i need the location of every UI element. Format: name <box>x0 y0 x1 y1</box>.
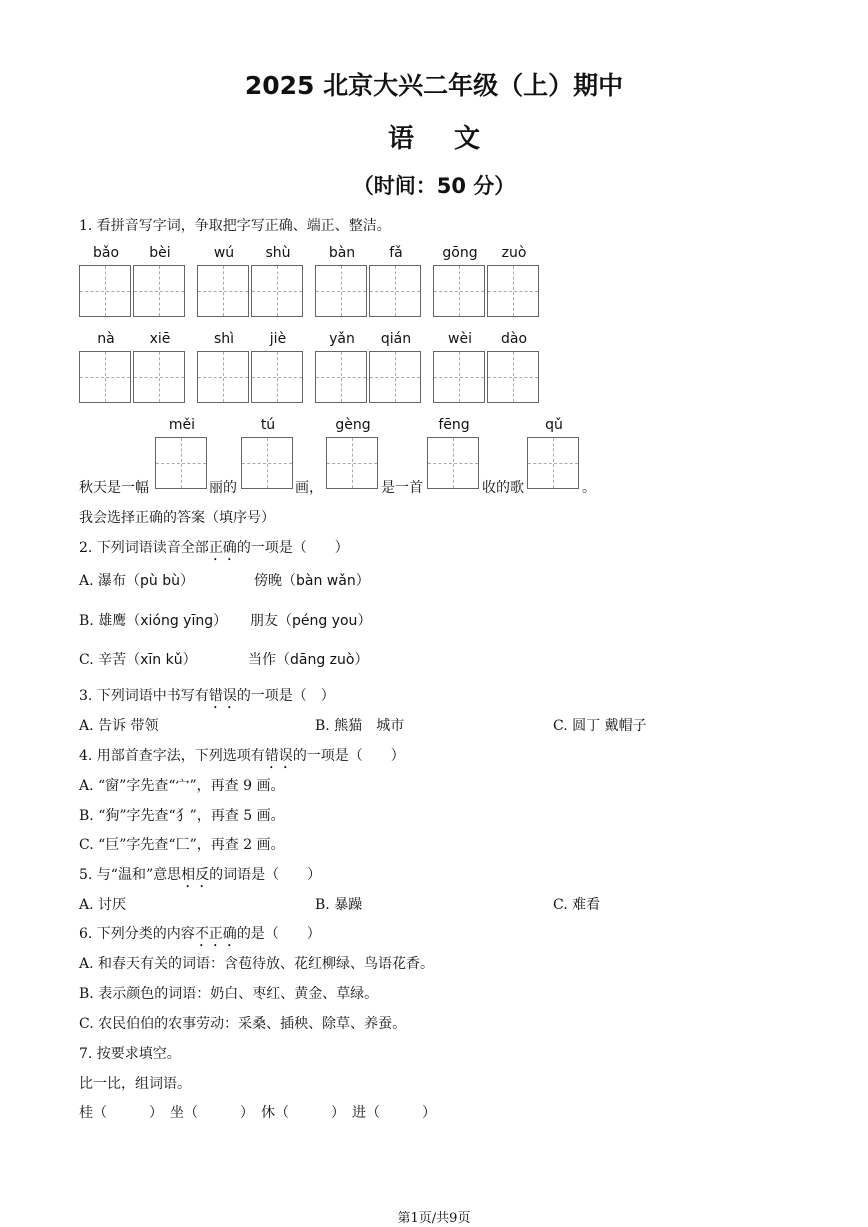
q2-b-py2: péng you <box>292 613 358 629</box>
q2-b-word2: 朋友（ <box>250 613 292 629</box>
writing-box[interactable] <box>251 351 303 403</box>
q2-c-end2: ） <box>354 652 369 668</box>
q2-c-py2: dāng zuò <box>290 652 355 668</box>
q7-blanks[interactable]: 桂（ ） 坐（ ） 休（ ） 进（ ） <box>79 1105 436 1121</box>
q6-pre: 6. 下列分类的内容 <box>79 926 195 942</box>
q2-option-b-second <box>250 610 371 630</box>
q5-option-b[interactable]: B. 暴躁 <box>315 897 363 913</box>
q4-prompt <box>79 745 405 772</box>
q2-post: 的一项是（ ） <box>236 540 349 556</box>
page-title: 2025 北京大兴二年级（上）期中 <box>244 71 624 100</box>
q7-prompt: 7. 按要求填空。 <box>79 1046 181 1062</box>
q2-option-a[interactable] <box>79 570 194 590</box>
q6-option-c[interactable]: C. 农民伯伯的农事劳动：采桑、插秧、除草、养蚕。 <box>79 1016 407 1032</box>
q5-emphasis: 相反 <box>181 867 210 883</box>
pinyin-label: nà <box>97 331 115 347</box>
writing-box[interactable] <box>197 351 249 403</box>
q6-option-b[interactable]: B. 表示颜色的词语：奶白、枣红、黄金、草绿。 <box>79 986 379 1002</box>
q4-emphasis: 错误 <box>264 748 293 764</box>
section-note: 我会选择正确的答案（填序号） <box>79 510 275 526</box>
q7-subprompt: 比一比，组词语。 <box>79 1076 191 1092</box>
pinyin-label: wú <box>213 245 235 261</box>
writing-box[interactable] <box>197 265 249 317</box>
pinyin-label: gèng <box>335 417 371 433</box>
pinyin-label: měi <box>168 417 196 433</box>
writing-box[interactable] <box>369 265 421 317</box>
writing-box[interactable] <box>79 351 131 403</box>
q4-pre: 4. 用部首查字法，下列选项有 <box>79 748 265 764</box>
q3-post: 的一项是（ ） <box>236 688 335 704</box>
writing-box[interactable] <box>487 351 539 403</box>
pinyin-label: fēng <box>438 417 470 433</box>
writing-box[interactable] <box>155 437 207 489</box>
writing-box[interactable] <box>315 351 367 403</box>
q2-a-end2: ） <box>355 573 370 589</box>
writing-box[interactable] <box>133 265 185 317</box>
writing-box[interactable] <box>369 351 421 403</box>
q2-a-word1: A. 瀑布（ <box>79 573 141 589</box>
q4-option-b[interactable]: B. “狗”字先查“犭”，再查 5 画。 <box>79 808 285 824</box>
writing-box[interactable] <box>527 437 579 489</box>
sentence-text: 画， <box>295 480 323 496</box>
q2-a-py2: bàn wǎn <box>296 573 356 589</box>
pinyin-label: dào <box>500 331 528 347</box>
q2-a-word2: 傍晚（ <box>254 573 296 589</box>
q4-option-c[interactable]: C. “巨”字先查“匚”，再查 2 画。 <box>79 837 285 853</box>
pinyin-label: bàn <box>328 245 356 261</box>
q5-post: 的词语是（ ） <box>209 867 322 883</box>
writing-box[interactable] <box>315 265 367 317</box>
q5-option-c[interactable]: C. 难看 <box>553 897 601 913</box>
q6-post: 的是（ ） <box>236 926 321 942</box>
q5-prompt <box>79 864 321 891</box>
q3-option-b[interactable]: B. 熊猫 城市 <box>315 718 405 734</box>
pinyin-label: qǔ <box>545 417 563 433</box>
pinyin-label: xiē <box>149 331 171 347</box>
sentence-text: 秋天是一幅 <box>79 480 149 496</box>
writing-box[interactable] <box>433 265 485 317</box>
writing-box[interactable] <box>433 351 485 403</box>
sentence-text: 是一首 <box>381 480 423 496</box>
q3-pre: 3. 下列词语中书写有 <box>79 688 209 704</box>
q6-option-a[interactable]: A. 和春天有关的词语：含苞待放、花红柳绿、鸟语花香。 <box>79 956 435 972</box>
time-limit: （时间：50 分） <box>352 174 516 198</box>
pinyin-label: wèi <box>448 331 472 347</box>
pinyin-label: shì <box>213 331 235 347</box>
q2-c-py1: xīn kǔ <box>140 652 183 668</box>
q5-pre: 5. 与“温和”意思 <box>79 867 182 883</box>
pinyin-label: zuò <box>501 245 527 261</box>
pinyin-label: yǎn <box>329 331 355 347</box>
q3-option-c[interactable]: C. 圆丁 戴帽子 <box>553 718 647 734</box>
q2-a-py1: pù bù <box>140 573 180 589</box>
q3-emphasis: 错误 <box>208 688 237 704</box>
pinyin-label: tú <box>260 417 276 433</box>
writing-box[interactable] <box>133 351 185 403</box>
q4-option-a[interactable]: A. “窗”字先查“宀”，再查 9 画。 <box>79 778 285 794</box>
q2-a-end1: ） <box>180 573 194 589</box>
sentence-text: 。 <box>582 480 596 496</box>
subject-title: 语文 <box>387 124 520 154</box>
writing-box[interactable] <box>427 437 479 489</box>
q2-c-end1: ） <box>182 652 197 668</box>
pinyin-label: qián <box>380 331 412 347</box>
writing-box[interactable] <box>241 437 293 489</box>
writing-box[interactable] <box>326 437 378 489</box>
pinyin-label: bèi <box>149 245 171 261</box>
pinyin-label: gōng <box>442 245 478 261</box>
q2-option-c[interactable] <box>79 649 197 669</box>
q2-pre: 2. 下列词语读音全部 <box>79 540 209 556</box>
q2-b-word1: B. 雄鹰（ <box>79 613 141 629</box>
q1-prompt: 1. 看拼音写字词，争取把字写正确、端正、整洁。 <box>79 218 391 234</box>
q2-option-c-second <box>248 649 368 669</box>
q2-option-a-second <box>254 570 370 590</box>
q2-c-word2: 当作（ <box>248 652 290 668</box>
q2-prompt <box>79 537 349 564</box>
q2-c-word1: C. 辛苦（ <box>79 652 141 668</box>
writing-box[interactable] <box>251 265 303 317</box>
pinyin-label: bǎo <box>92 245 120 261</box>
q6-emphasis: 不正确 <box>194 926 237 942</box>
q5-option-a[interactable]: A. 讨厌 <box>79 897 127 913</box>
pinyin-label: shù <box>265 245 291 261</box>
q2-emphasis: 正确 <box>208 540 237 556</box>
q2-b-end1: ） <box>213 613 228 629</box>
writing-box[interactable] <box>487 265 539 317</box>
page-footer: 第1页/共9页 <box>397 1211 471 1226</box>
q3-option-a[interactable]: A. 告诉 带领 <box>79 718 159 734</box>
q2-b-py1: xióng yīng <box>140 613 214 629</box>
sentence-text: 收的歌 <box>482 480 524 496</box>
q2-b-end2: ） <box>357 613 372 629</box>
q2-option-b[interactable] <box>79 610 227 630</box>
q4-post: 的一项是（ ） <box>292 748 405 764</box>
pinyin-label: jiè <box>269 331 287 347</box>
q6-prompt <box>79 923 321 950</box>
sentence-text: 丽的 <box>209 480 237 496</box>
writing-box[interactable] <box>79 265 131 317</box>
q3-prompt <box>79 685 335 712</box>
pinyin-label: fǎ <box>389 245 403 261</box>
